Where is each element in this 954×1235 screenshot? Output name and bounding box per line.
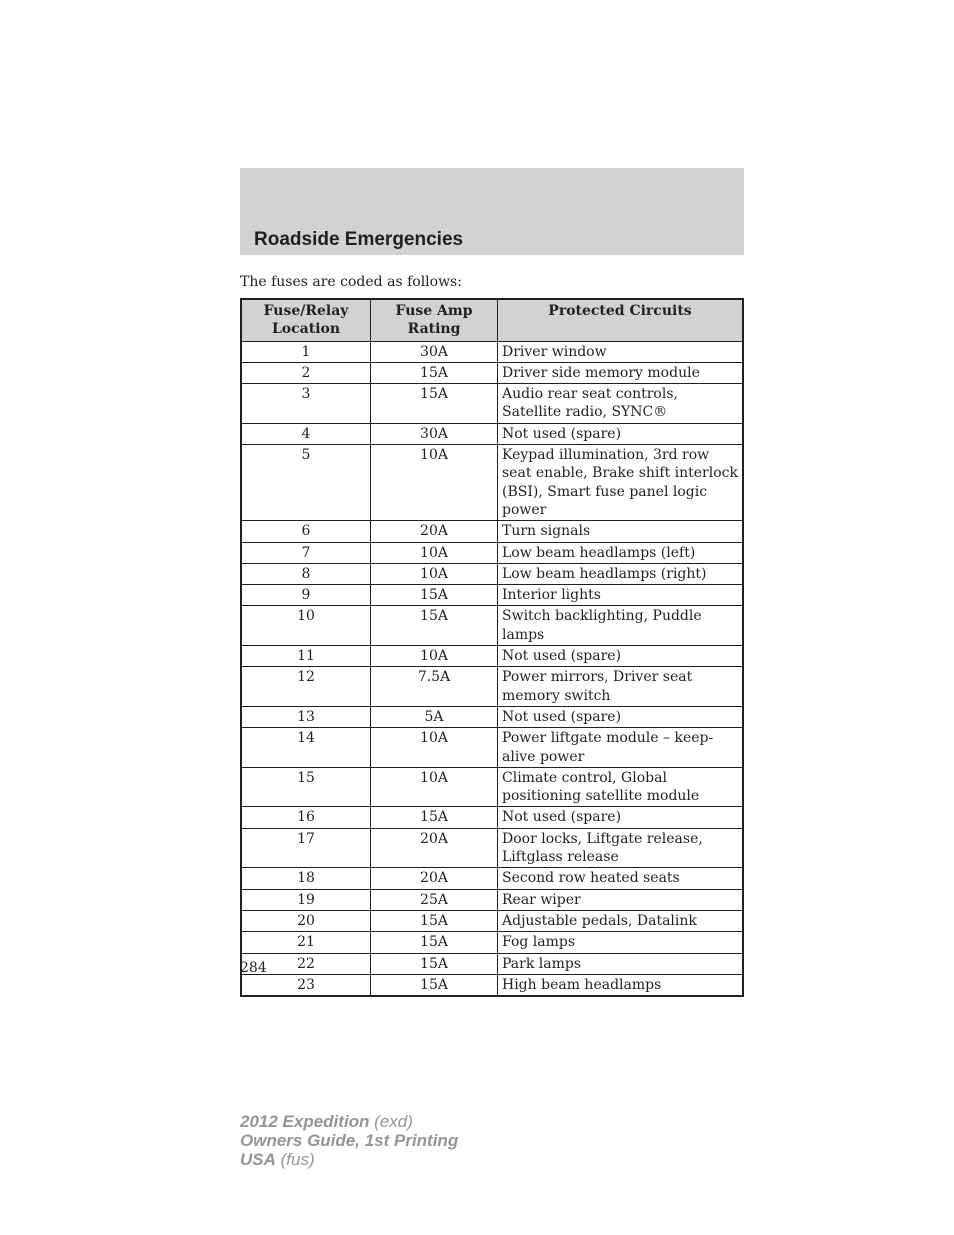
fuse-location-cell: 16 xyxy=(241,807,371,828)
table-row xyxy=(241,521,743,542)
table-row xyxy=(241,445,743,521)
table-row xyxy=(241,910,743,931)
fuse-amp-cell: 15A xyxy=(371,606,498,646)
protected-circuits-cell: Not used (spare) xyxy=(498,646,744,667)
fuse-location-cell: 9 xyxy=(241,585,371,606)
fuse-amp-cell: 15A xyxy=(371,362,498,383)
protected-circuits-cell: Not used (spare) xyxy=(498,423,744,444)
fuse-amp-cell: 15A xyxy=(371,932,498,953)
header-fuse-amp-rating: Fuse Amp Rating xyxy=(371,299,498,341)
table-row xyxy=(241,828,743,868)
table-row xyxy=(241,384,743,424)
protected-circuits-cell: Park lamps xyxy=(498,953,744,974)
fuse-amp-cell: 30A xyxy=(371,341,498,362)
fuse-amp-cell: 30A xyxy=(371,423,498,444)
fuse-location-cell: 6 xyxy=(241,521,371,542)
fuse-location-cell: 14 xyxy=(241,728,371,768)
fuse-amp-cell: 15A xyxy=(371,953,498,974)
fuse-table xyxy=(240,298,744,997)
fuse-amp-cell: 7.5A xyxy=(371,667,498,707)
table-row xyxy=(241,889,743,910)
table-row xyxy=(241,606,743,646)
fuse-location-cell: 3 xyxy=(241,384,371,424)
fuse-amp-cell: 10A xyxy=(371,646,498,667)
section-header-band xyxy=(240,168,744,255)
fuse-amp-cell: 10A xyxy=(371,445,498,521)
table-row xyxy=(241,868,743,889)
footer-line-3: USA (fus) xyxy=(240,1150,315,1169)
protected-circuits-cell: Climate control, Global positioning satellite module xyxy=(498,767,744,807)
fuse-amp-cell: 10A xyxy=(371,767,498,807)
fuse-location-cell: 11 xyxy=(241,646,371,667)
protected-circuits-cell: Not used (spare) xyxy=(498,706,744,727)
table-row xyxy=(241,585,743,606)
table-row xyxy=(241,563,743,584)
protected-circuits-cell: Audio rear seat controls, Satellite radio, SYNC® xyxy=(498,384,744,424)
fuse-amp-cell: 15A xyxy=(371,807,498,828)
table-row xyxy=(241,953,743,974)
protected-circuits-cell: Low beam headlamps (right) xyxy=(498,563,744,584)
fuse-amp-cell: 10A xyxy=(371,563,498,584)
fuse-amp-cell: 10A xyxy=(371,542,498,563)
fuse-amp-cell: 10A xyxy=(371,728,498,768)
table-row xyxy=(241,706,743,727)
fuse-location-cell: 8 xyxy=(241,563,371,584)
protected-circuits-cell: Switch backlighting, Puddle lamps xyxy=(498,606,744,646)
fuse-amp-cell: 15A xyxy=(371,384,498,424)
fuse-amp-cell: 20A xyxy=(371,828,498,868)
header-fuse-relay-location: Fuse/Relay Location xyxy=(241,299,371,341)
intro-text: The fuses are coded as follows: xyxy=(240,274,462,290)
table-row xyxy=(241,423,743,444)
fuse-amp-cell: 15A xyxy=(371,585,498,606)
protected-circuits-cell: Adjustable pedals, Datalink xyxy=(498,910,744,931)
footer-line-1: 2012 Expedition (exd) xyxy=(240,1112,413,1131)
fuse-location-cell: 13 xyxy=(241,706,371,727)
table-row xyxy=(241,807,743,828)
footer-line-2: Owners Guide, 1st Printing xyxy=(240,1131,459,1150)
fuse-location-cell: 22 xyxy=(241,953,371,974)
table-row xyxy=(241,667,743,707)
fuse-location-cell: 21 xyxy=(241,932,371,953)
table-row xyxy=(241,542,743,563)
table-row xyxy=(241,974,743,996)
table-row xyxy=(241,362,743,383)
fuse-location-cell: 7 xyxy=(241,542,371,563)
fuse-location-cell: 5 xyxy=(241,445,371,521)
fuse-location-cell: 2 xyxy=(241,362,371,383)
protected-circuits-cell: Fog lamps xyxy=(498,932,744,953)
fuse-location-cell: 20 xyxy=(241,910,371,931)
fuse-amp-cell: 5A xyxy=(371,706,498,727)
protected-circuits-cell: High beam headlamps xyxy=(498,974,744,996)
table-row xyxy=(241,728,743,768)
protected-circuits-cell: Power liftgate module – keep-alive power xyxy=(498,728,744,768)
table-row xyxy=(241,341,743,362)
protected-circuits-cell: Keypad illumination, 3rd row seat enable, Brake shift interlock (BSI), Smart fuse panel logic power xyxy=(498,445,744,521)
fuse-location-cell: 10 xyxy=(241,606,371,646)
fuse-location-cell: 19 xyxy=(241,889,371,910)
fuse-location-cell: 23 xyxy=(241,974,371,996)
fuse-location-cell: 4 xyxy=(241,423,371,444)
fuse-amp-cell: 25A xyxy=(371,889,498,910)
protected-circuits-cell: Second row heated seats xyxy=(498,868,744,889)
table-row xyxy=(241,767,743,807)
protected-circuits-cell: Power mirrors, Driver seat memory switch xyxy=(498,667,744,707)
table-row xyxy=(241,932,743,953)
section-title: Roadside Emergencies xyxy=(254,229,464,250)
protected-circuits-cell: Rear wiper xyxy=(498,889,744,910)
protected-circuits-cell: Low beam headlamps (left) xyxy=(498,542,744,563)
table-header-row xyxy=(241,299,743,341)
protected-circuits-cell: Interior lights xyxy=(498,585,744,606)
protected-circuits-cell: Turn signals xyxy=(498,521,744,542)
protected-circuits-cell: Door locks, Liftgate release, Liftglass release xyxy=(498,828,744,868)
fuse-table-body xyxy=(241,341,743,996)
fuse-amp-cell: 15A xyxy=(371,974,498,996)
protected-circuits-cell: Not used (spare) xyxy=(498,807,744,828)
page-number: 284 xyxy=(240,960,267,976)
fuse-location-cell: 18 xyxy=(241,868,371,889)
fuse-location-cell: 17 xyxy=(241,828,371,868)
protected-circuits-cell: Driver window xyxy=(498,341,744,362)
footer-edition-info xyxy=(240,1112,458,1169)
header-protected-circuits: Protected Circuits xyxy=(498,299,744,341)
protected-circuits-cell: Driver side memory module xyxy=(498,362,744,383)
table-row xyxy=(241,646,743,667)
fuse-amp-cell: 20A xyxy=(371,521,498,542)
fuse-amp-cell: 20A xyxy=(371,868,498,889)
fuse-location-cell: 15 xyxy=(241,767,371,807)
fuse-location-cell: 12 xyxy=(241,667,371,707)
fuse-location-cell: 1 xyxy=(241,341,371,362)
fuse-amp-cell: 15A xyxy=(371,910,498,931)
